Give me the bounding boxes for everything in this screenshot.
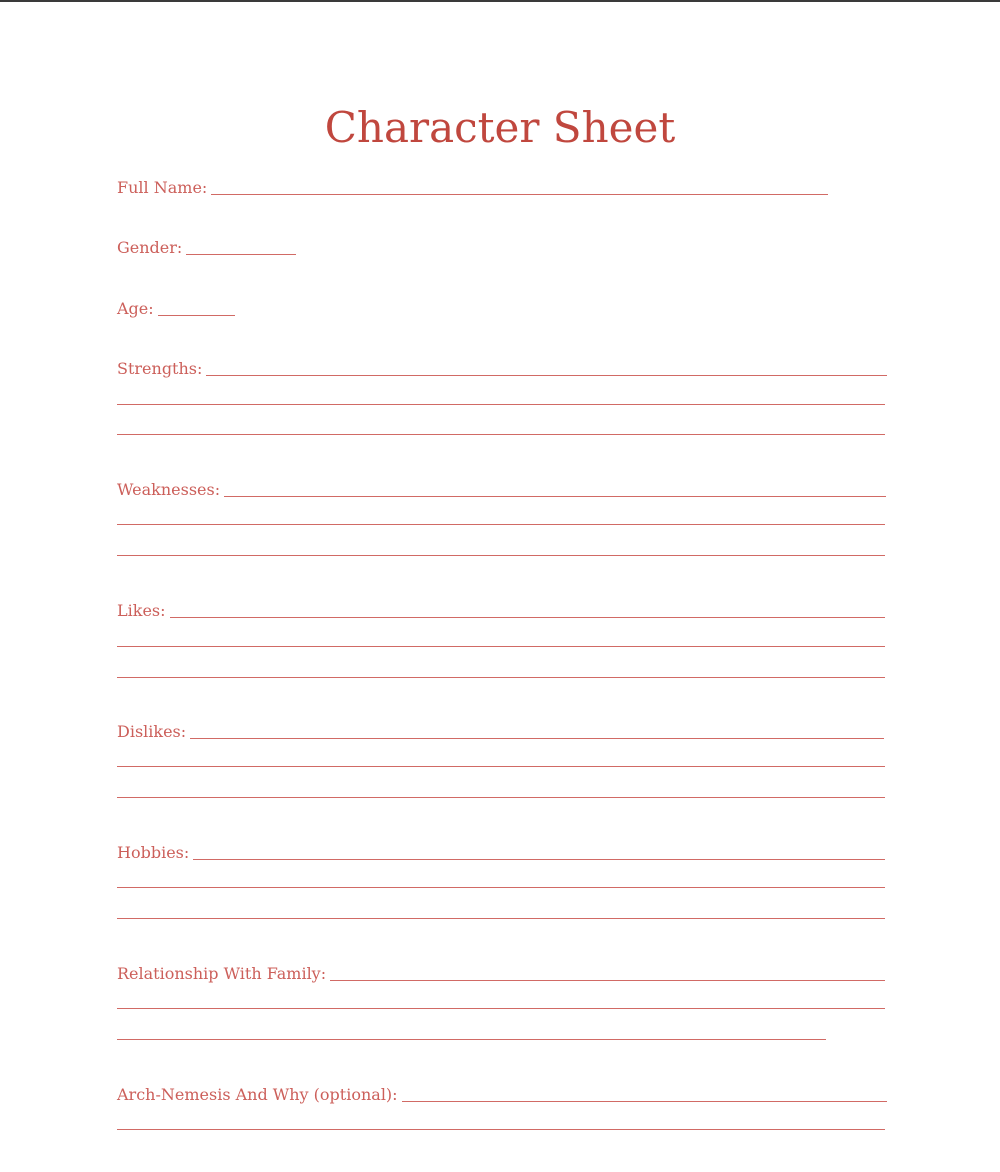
dislikes-row bbox=[117, 718, 884, 742]
dislikes-line-3[interactable] bbox=[117, 797, 885, 798]
strengths-field[interactable] bbox=[206, 375, 887, 376]
likes-line-2[interactable] bbox=[117, 646, 885, 647]
relationship-line-3[interactable] bbox=[117, 1039, 826, 1040]
dislikes-line-2[interactable] bbox=[117, 766, 885, 767]
full-name-row bbox=[117, 174, 828, 198]
hobbies-field[interactable] bbox=[193, 859, 885, 860]
likes-row bbox=[117, 597, 885, 621]
dislikes-field[interactable] bbox=[190, 738, 884, 739]
full-name-label: Full Name: bbox=[117, 178, 208, 197]
arch-nemesis-row bbox=[117, 1081, 887, 1105]
relationship-field[interactable] bbox=[330, 980, 885, 981]
window-top-border bbox=[0, 0, 1000, 2]
weaknesses-line-2[interactable] bbox=[117, 524, 885, 525]
relationship-line-2[interactable] bbox=[117, 1008, 885, 1009]
weaknesses-field[interactable] bbox=[224, 496, 886, 497]
weaknesses-label: Weaknesses: bbox=[117, 480, 221, 499]
hobbies-line-2[interactable] bbox=[117, 887, 885, 888]
weaknesses-row bbox=[117, 476, 886, 500]
arch-nemesis-field[interactable] bbox=[402, 1101, 887, 1102]
weaknesses-line-3[interactable] bbox=[117, 555, 885, 556]
gender-field[interactable] bbox=[186, 254, 296, 255]
hobbies-label: Hobbies: bbox=[117, 843, 190, 862]
age-field[interactable] bbox=[158, 315, 235, 316]
likes-field[interactable] bbox=[170, 617, 885, 618]
gender-row bbox=[117, 234, 296, 258]
likes-label: Likes: bbox=[117, 601, 166, 620]
arch-nemesis-line-2[interactable] bbox=[117, 1129, 885, 1130]
relationship-row bbox=[117, 960, 885, 984]
gender-label: Gender: bbox=[117, 238, 183, 257]
strengths-line-2[interactable] bbox=[117, 404, 885, 405]
strengths-label: Strengths: bbox=[117, 359, 203, 378]
page-title: Character Sheet bbox=[324, 103, 676, 152]
likes-line-3[interactable] bbox=[117, 677, 885, 678]
age-label: Age: bbox=[117, 299, 154, 318]
hobbies-line-3[interactable] bbox=[117, 918, 885, 919]
arch-nemesis-label: Arch-Nemesis And Why (optional): bbox=[117, 1085, 398, 1104]
strengths-line-3[interactable] bbox=[117, 434, 885, 435]
strengths-row bbox=[117, 355, 887, 379]
full-name-field[interactable] bbox=[211, 194, 828, 195]
hobbies-row bbox=[117, 839, 885, 863]
relationship-label: Relationship With Family: bbox=[117, 964, 327, 983]
age-row bbox=[117, 295, 235, 319]
dislikes-label: Dislikes: bbox=[117, 722, 187, 741]
